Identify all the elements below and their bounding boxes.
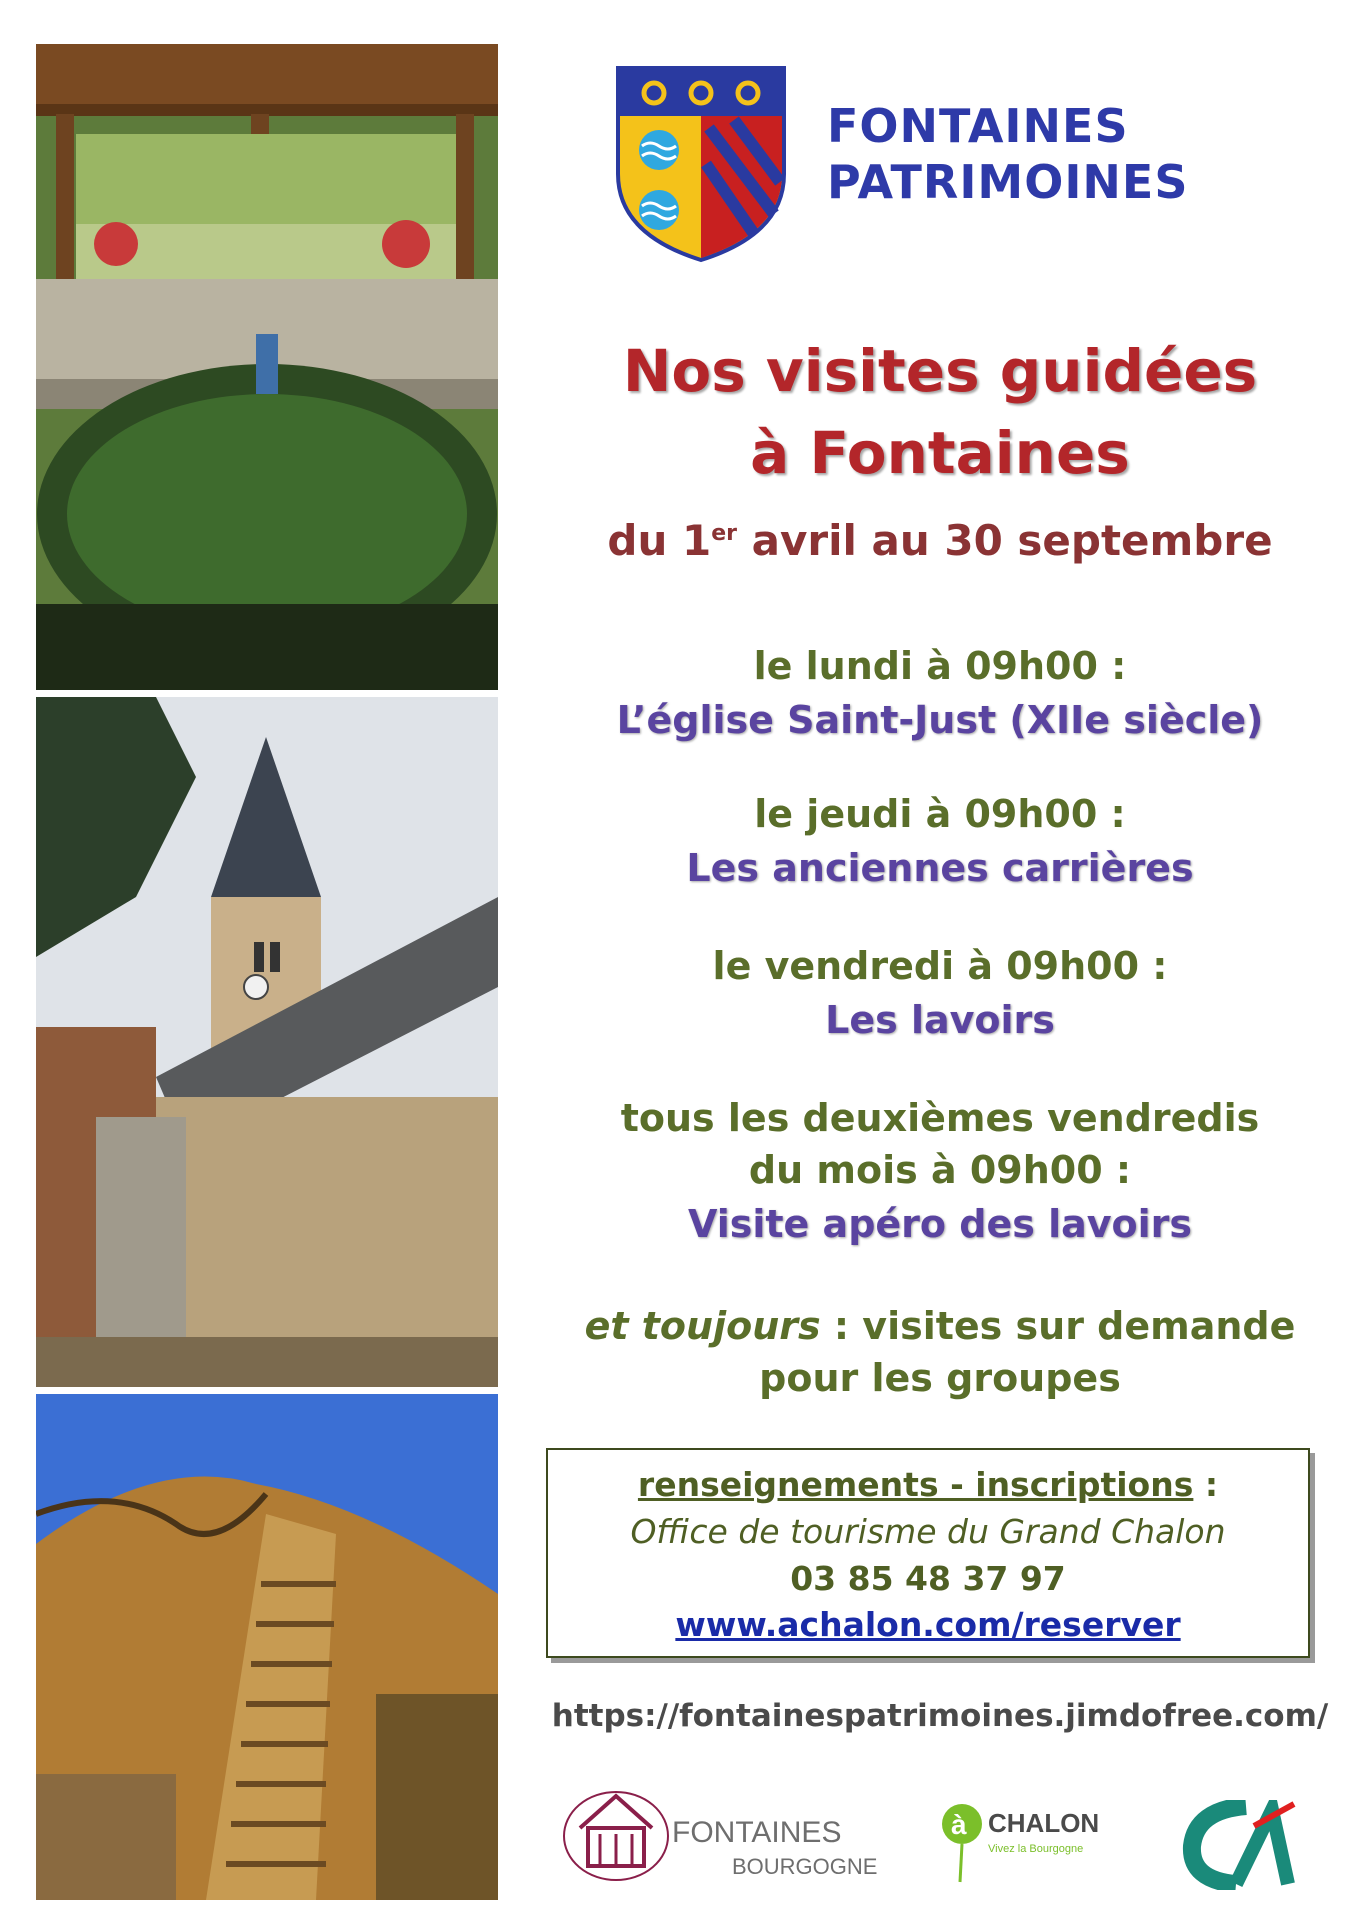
visit-when-line2: du mois à 09h00 : [748,1148,1132,1192]
info-box [546,1448,1310,1658]
chalon-logo [938,1778,1138,1888]
page-heading [540,330,1340,494]
ca-logo-text: CA [1176,1800,1178,1801]
fontaines-bourgogne-logo [560,1778,920,1888]
visit-what: Visite apéro des lavoirs [687,1202,1193,1246]
dates-sup: er [711,521,738,546]
visit-what: Les lavoirs [825,998,1055,1042]
lavoir-photo [36,44,498,690]
visit-friday [540,940,1340,1048]
visit-thursday [540,788,1340,896]
info-heading-text: renseignements - inscriptions [637,1465,1194,1504]
visit-what: L’église Saint-Just (XIIe siècle) [616,698,1264,742]
info-heading-suffix: : [1193,1465,1219,1504]
dates-prefix: du 1 [607,516,712,565]
always-emphasis: et toujours [584,1304,821,1348]
dates-suffix: avril au 30 septembre [737,516,1273,565]
heading-line1: Nos visites guidées [622,337,1258,405]
fontaines-logo-sub: BOURGOGNE [732,1854,878,1879]
chalon-logo-tagline: Vivez la Bourgogne [988,1843,1084,1855]
info-heading [548,1462,1308,1508]
church-photo [36,697,498,1387]
chalon-logo-name: CHALON [988,1808,1100,1838]
website-link[interactable]: https://fontainespatrimoines.jimdofree.com/ [551,1698,1329,1734]
visit-monday [540,640,1340,748]
organization-title [827,98,1188,210]
org-title-line2: PATRIMOINES [827,155,1189,209]
visit-when-line1: tous les deuxièmes vendredis [620,1096,1260,1140]
visit-what: Les anciennes carrières [686,846,1194,890]
on-demand-visits [540,1300,1340,1404]
visit-second-friday [540,1092,1340,1252]
chalon-logo-letter: à [951,1809,967,1840]
credit-agricole-logo [1176,1800,1306,1890]
coat-of-arms-icon [614,64,788,264]
visit-when: le vendredi à 09h00 : [712,944,1168,988]
visit-when: le jeudi à 09h00 : [754,792,1126,836]
visit-when: le lundi à 09h00 : [753,644,1127,688]
phone-number: 03 85 48 37 97 [790,1559,1066,1598]
booking-link[interactable]: www.achalon.com/reserver [675,1605,1181,1644]
always-rest: : visites sur demande [820,1304,1296,1348]
season-dates [540,516,1340,565]
tourism-office: Office de tourisme du Grand Chalon [630,1512,1226,1551]
org-title-line1: FONTAINES [827,99,1129,153]
heading-line2: à Fontaines [750,419,1130,487]
quarry-stairs-photo [36,1394,498,1900]
always-line2: pour les groupes [759,1356,1121,1400]
fontaines-logo-name: FONTAINES [672,1816,842,1849]
